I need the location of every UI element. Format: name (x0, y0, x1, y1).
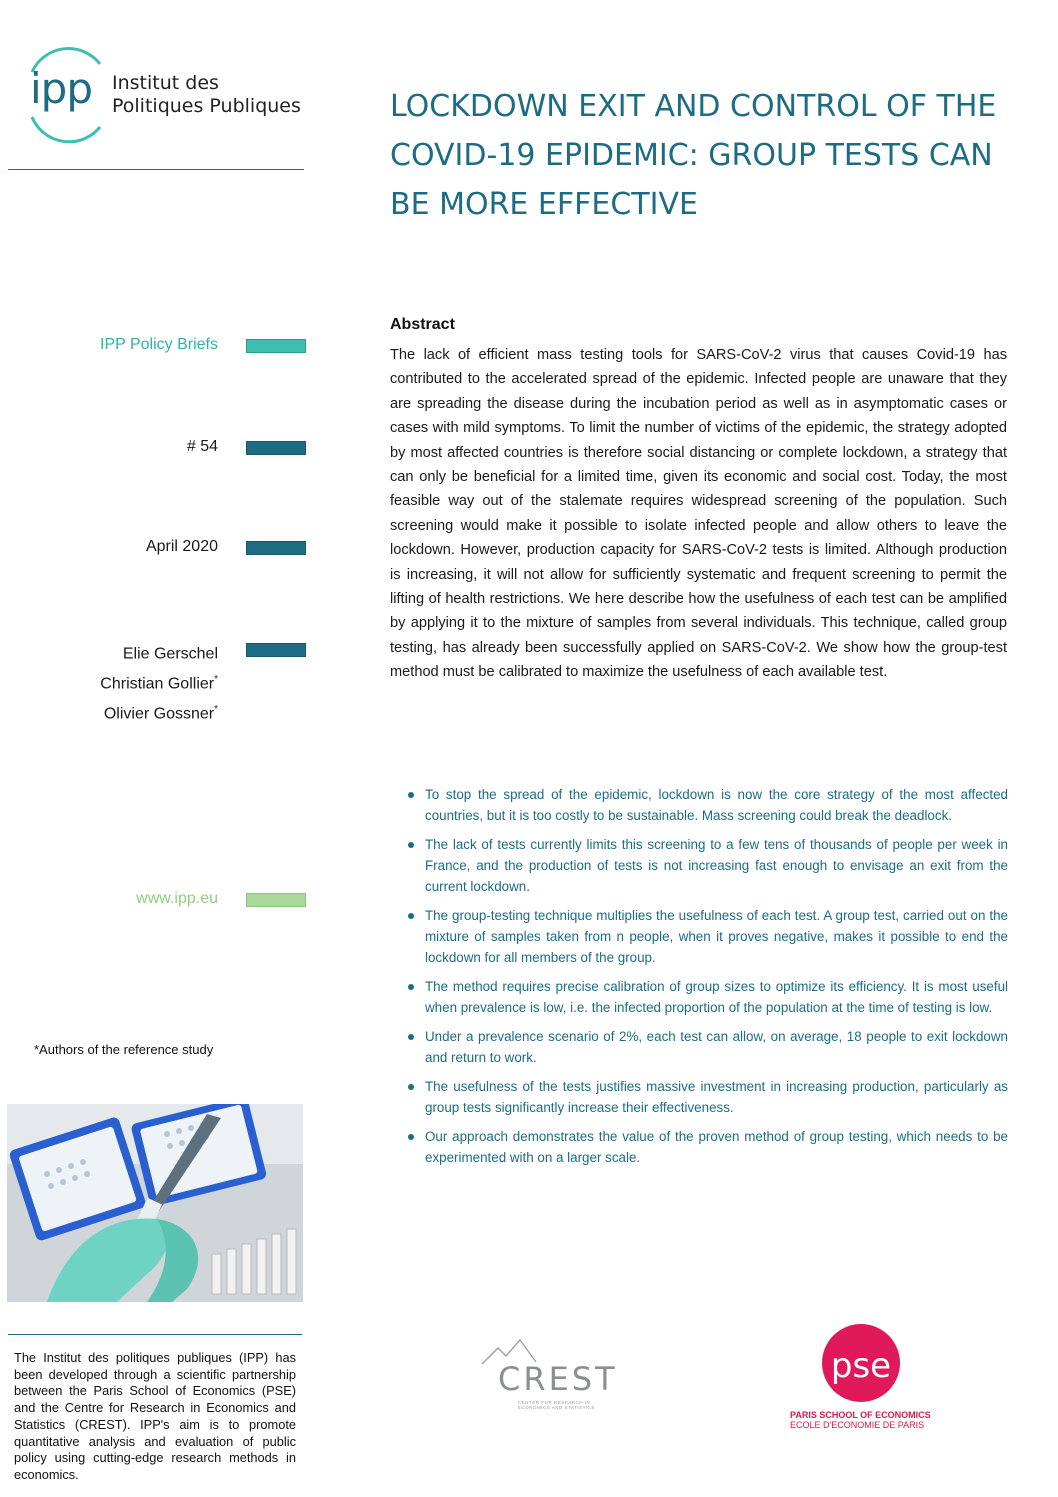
bullet-icon (408, 1134, 414, 1140)
pse-circle-icon (820, 1322, 902, 1404)
logo-line-2: Politiques Publiques (112, 95, 301, 117)
page-title: LOCKDOWN EXIT AND CONTROL OF THE COVID-19 EPIDEMIC: GROUP TESTS CAN BE MORE EFFECTIVE (390, 89, 997, 222)
author-1: Elie Gerschel (122, 645, 218, 663)
abstract-text: The lack of efficient mass testing tools for SARS-CoV-2 virus that causes Covid-19 has contributed to the accelerated spread of the epidemic. Infected people are unaware that they are spreading the disease during the incubation period as well as in asymptomatic cases or cases with mild symptoms. To limit the number of victims of the epidemic, the strategy adopted by most affected countries is therefore social distancing or complete lockdown, a strategy that can only be beneficial for a limited time, given its economic and social cost. Today, the most feasible way out of the stalemate requires widespread screening of the population. Such screening would make it possible to isolate infected people and allow others to leave the lockdown. However, production capacity for SARS-CoV-2 tests is limited. Although production is increasing, it will not allow for sufficiently systematic and frequent screening to permit the lifting of health restrictions. We here describe how the usefulness of each test can be amplified by applying it to the mixture of samples from several individuals. This technique, called group testing, has already been successfully applied on SARS-CoV-2. We show how the group-test method must be calibrated to maximize the usefulness of each available test. (390, 347, 1007, 681)
footer-rule (8, 1334, 302, 1335)
list-item: The usefulness of the tests justifies massive investment in increasing production, particularly as group tests significantly increase their effectiveness. (408, 1076, 1008, 1118)
logo-mark: ipp (30, 64, 92, 113)
bullet-icon (408, 842, 414, 848)
series-bar (246, 339, 306, 353)
crest-wordmark: CREST (498, 1360, 618, 1398)
series-label: IPP Policy Briefs (100, 336, 218, 353)
pse-name-fr: ECOLE D'ECONOMIE DE PARIS (790, 1420, 925, 1430)
key-points-list (408, 784, 1008, 1176)
ipp-logo (20, 42, 320, 152)
issue-number: # 54 (186, 438, 218, 455)
institution-description: The Institut des politiques publiques (IPP) has been developed through a scientific partnership between the Paris School of Economics (PSE) and the Centre for Research in Economics and Statistics (CREST). IPP's aim is to promote quantitative analysis and evaluation of public policy using cutting-edge research methods in economics. (14, 1350, 296, 1482)
lab-photo (7, 1104, 303, 1302)
bullet-icon (408, 984, 414, 990)
bullet-icon (408, 913, 414, 919)
authors-footnote: *Authors of the reference study (34, 1042, 214, 1057)
date-bar (246, 541, 306, 555)
list-item: Under a prevalence scenario of 2%, each test can allow, on average, 18 people to exit lockdown and return to work. (408, 1026, 1008, 1068)
author-list (100, 637, 218, 726)
lab-photo-illustration (7, 1104, 303, 1302)
author-3: Olivier Gossner* (103, 703, 218, 722)
publication-date: April 2020 (145, 538, 218, 555)
bullet-icon (408, 792, 414, 798)
pse-logo (770, 1322, 950, 1432)
header-rule (8, 169, 304, 170)
abstract-heading: Abstract (390, 316, 455, 333)
bullet-icon (408, 1084, 414, 1090)
issue-bar (246, 441, 306, 455)
website-link[interactable]: www.ipp.eu (136, 890, 218, 907)
crest-subtitle: CENTER FOR RESEARCH IN ECONOMICS AND STATISTICS (518, 1400, 595, 1410)
logo-line-1: Institut des (112, 72, 219, 94)
crest-logo (470, 1338, 620, 1418)
list-item: The group-testing technique multiplies the usefulness of each test. A group test, carried out on the mixture of samples taken from n people, when it proves negative, makes it possible to end the lockdown for all members of the group. (408, 905, 1008, 968)
pse-mark: pse (830, 1346, 892, 1386)
logo-institution-name (112, 72, 301, 118)
list-item: To stop the spread of the epidemic, lockdown is now the core strategy of the most affected countries, but it is too costly to be sustainable. Mass screening could break the deadlock. (408, 784, 1008, 826)
bullet-icon (408, 1034, 414, 1040)
list-item: The lack of tests currently limits this screening to a few tens of thousands of people per week in France, and the production of tests is not increasing fast enough to envisage an exit from the current lockdown. (408, 834, 1008, 897)
list-item: The method requires precise calibration of group sizes to optimize its efficiency. It is most useful when prevalence is low, i.e. the infected proportion of the population at the time of testing is low. (408, 976, 1008, 1018)
author-2: Christian Gollier* (100, 673, 218, 693)
list-item: Our approach demonstrates the value of the proven method of group testing, which needs to be experimented with on a larger scale. (408, 1126, 1008, 1168)
authors-bar (246, 643, 306, 657)
website-bar (246, 893, 306, 907)
pse-name-en: PARIS SCHOOL OF ECONOMICS (790, 1410, 931, 1420)
